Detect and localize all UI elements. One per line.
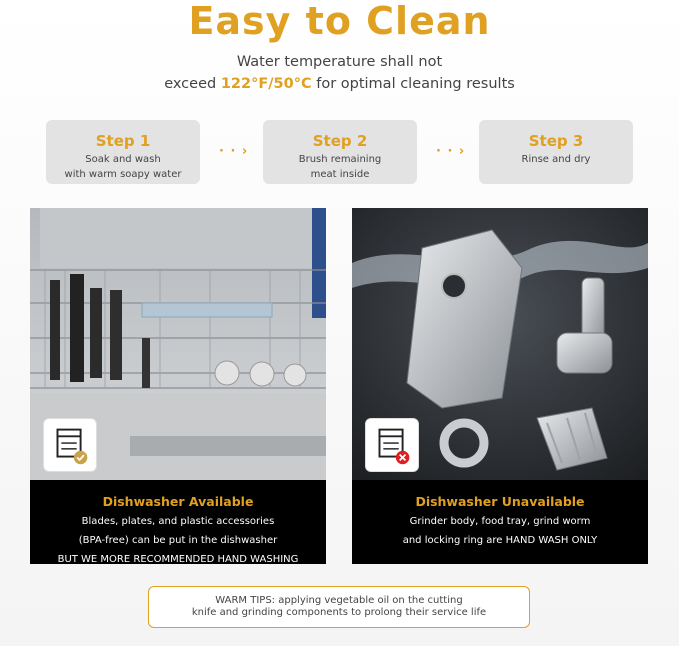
- available-line-3: BUT WE MORE RECOMMENDED HAND WASHING: [57, 554, 299, 564]
- available-caption: [30, 480, 326, 564]
- unavailable-line-2: and locking ring are HAND WASH ONLY: [402, 535, 598, 546]
- available-title: Dishwasher Available: [102, 494, 254, 509]
- tips-line-1: WARM TIPS: applying vegetable oil on the cutting: [215, 595, 463, 606]
- subtitle-post: for optimal cleaning results: [316, 76, 515, 92]
- dishwasher-check-icon: [43, 418, 97, 472]
- step-1-card: [46, 120, 200, 184]
- subtitle-line-2: [0, 73, 679, 95]
- subtitle-pre: exceed: [164, 76, 217, 92]
- step-2-desc-line1: Brush remaining: [298, 154, 382, 165]
- dishwasher-available-panel: [30, 208, 326, 564]
- unavailable-title: Dishwasher Unavailable: [415, 494, 585, 509]
- available-line-1: Blades, plates, and plastic accessories: [81, 516, 275, 527]
- step-3-card: [479, 120, 633, 184]
- step-3-title: Step 3: [528, 132, 584, 150]
- subtitle: [0, 51, 679, 95]
- step-1-desc-line2: with warm soapy water: [64, 169, 182, 180]
- dishwasher-unavailable-panel: [352, 208, 648, 564]
- available-line-2: (BPA-free) can be put in the dishwasher: [78, 535, 278, 546]
- step-1-title: Step 1: [95, 132, 151, 150]
- page-title: Easy to Clean: [188, 0, 491, 43]
- warm-tips-box: [148, 586, 530, 628]
- tips-line-2: knife and grinding components to prolong their service life: [191, 607, 487, 618]
- subtitle-line-1: Water temperature shall not: [236, 54, 443, 70]
- step-2-card: [263, 120, 417, 184]
- step-2-title: Step 2: [312, 132, 368, 150]
- unavailable-caption: [352, 480, 648, 564]
- temperature-highlight: 122°F/50°C: [220, 76, 312, 92]
- arrow-icon-2: · · ›: [436, 144, 466, 159]
- arrow-icon-1: · · ›: [219, 144, 249, 159]
- step-2-desc-line2: meat inside: [310, 169, 370, 180]
- step-1-desc-line1: Soak and wash: [85, 154, 161, 165]
- dishwasher-cross-icon: [365, 418, 419, 472]
- unavailable-line-1: Grinder body, food tray, grind worm: [409, 516, 591, 527]
- step-3-desc-line1: Rinse and dry: [521, 154, 591, 165]
